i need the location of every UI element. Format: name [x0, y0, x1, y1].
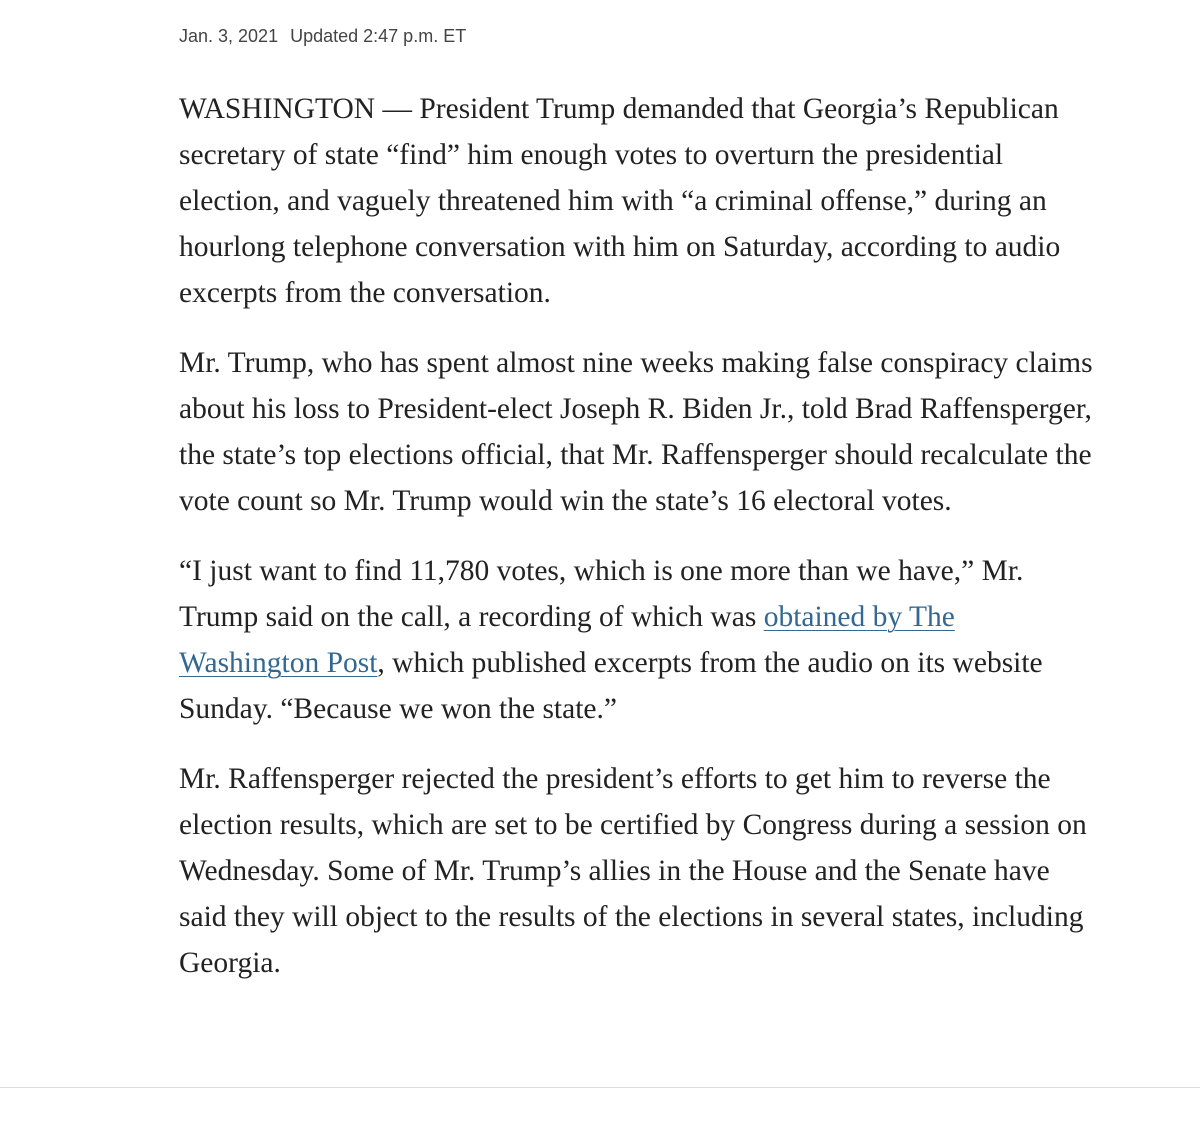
- paragraph-2: Mr. Trump, who has spent almost nine weeks making false conspiracy claims about his loss to President-elect Joseph R. Biden Jr., told Brad Raffensperger, the state’s top elections official, that Mr. Raffensperger should recalculate the vote count so Mr. Trump would win the state’s 16 electoral votes.: [179, 347, 1093, 517]
- bottom-divider: [0, 1087, 1200, 1088]
- paragraph-4: Mr. Raffensperger rejected the president’s efforts to get him to reverse the election results, which are set to be certified by Congress during a session on Wednesday. Some of Mr. Trump’s allies in the House and the Senate have said they will object to the results of the elections in several states, including Georgia.: [179, 763, 1087, 979]
- dateline: [179, 24, 466, 48]
- updated-time: Updated 2:47 p.m. ET: [290, 26, 467, 46]
- article-body: [179, 86, 1099, 1010]
- paragraph-1: WASHINGTON — President Trump demanded that Georgia’s Republican secretary of state “find” him enough votes to overturn the presidential election, and vaguely threatened him with “a criminal offense,” during an hourlong telephone conversation with him on Saturday, according to audio excerpts from the conversation.: [179, 93, 1061, 309]
- publish-date: Jan. 3, 2021: [179, 26, 279, 46]
- washington-post-link[interactable]: obtained by The Washington Post: [179, 601, 955, 679]
- paragraph-3-text-end: , which published excerpts from the audio on its website Sunday. “Because we won the state.”: [179, 647, 1043, 725]
- paragraph-3-text-start: “I just want to find 11,780 votes, which is one more than we have,” Mr. Trump said on the call, a recording of which was: [179, 555, 1024, 633]
- paragraph-3: [179, 548, 1099, 732]
